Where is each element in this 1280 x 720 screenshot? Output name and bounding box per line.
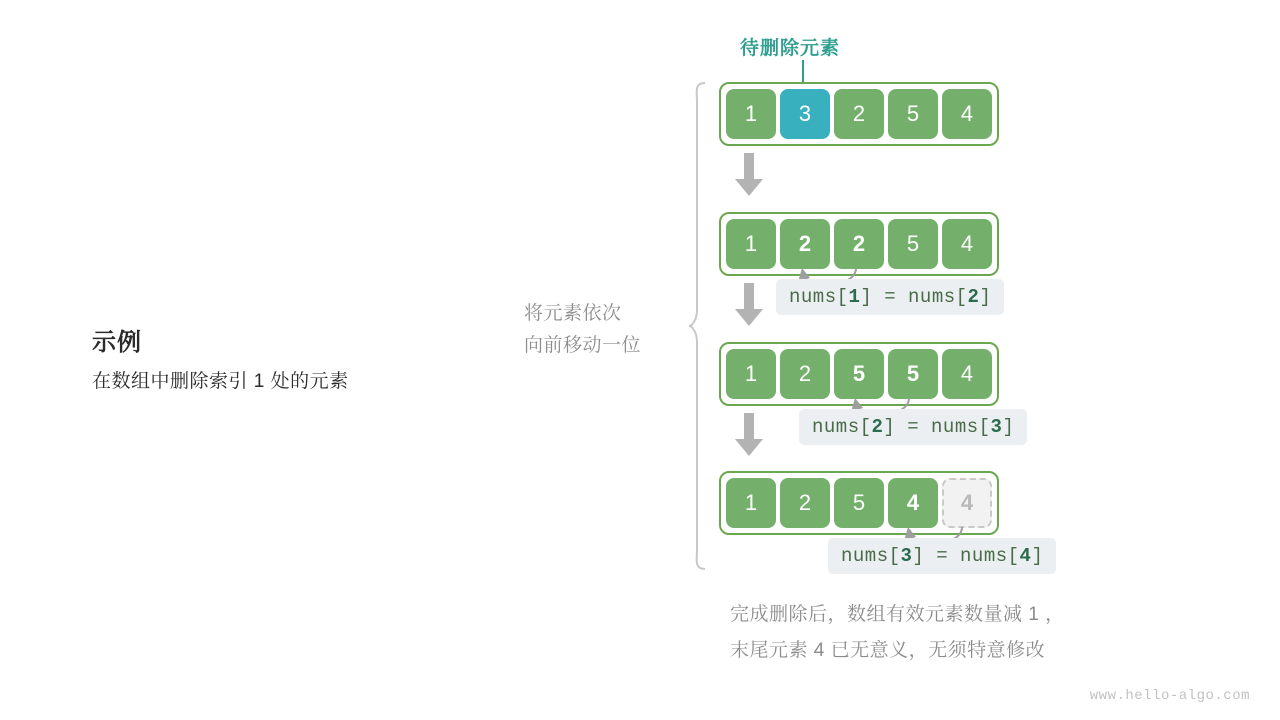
- bottom-note-line1: 完成删除后，数组有效元素数量减 1 ，: [730, 604, 1065, 625]
- array-cell: 5: [888, 89, 938, 139]
- array-cell-highlighted: 3: [780, 89, 830, 139]
- code-mid: ] = nums[: [912, 545, 1020, 567]
- array-step-1: [719, 82, 999, 146]
- code-annotation-2: [799, 409, 1027, 445]
- code-prefix: nums[: [812, 416, 872, 438]
- array-cell: 2: [834, 89, 884, 139]
- array-cell: 4: [942, 219, 992, 269]
- code-index-source: 2: [967, 286, 980, 308]
- array-cell: 2: [780, 478, 830, 528]
- down-arrow-icon: [734, 153, 764, 197]
- process-label-line1: 将元素依次: [524, 303, 622, 324]
- array-cell: 5: [888, 349, 938, 399]
- grouping-bracket: [688, 82, 706, 570]
- page-subtitle: 在数组中删除索引 1 处的元素: [92, 371, 349, 392]
- bottom-note-line2: 末尾元素 4 已无意义，无须特意修改: [730, 640, 1046, 661]
- array-cell: 4: [942, 349, 992, 399]
- code-mid: ] = nums[: [883, 416, 991, 438]
- code-annotation-1: [776, 279, 1004, 315]
- array-cell: 5: [834, 478, 884, 528]
- watermark: www.hello-algo.com: [1089, 688, 1250, 704]
- array-cell: 5: [888, 219, 938, 269]
- page-title: 示例: [92, 329, 142, 356]
- array-cell: 1: [726, 219, 776, 269]
- array-cell: 2: [834, 219, 884, 269]
- code-annotation-3: [828, 538, 1056, 574]
- code-index-source: 3: [990, 416, 1003, 438]
- code-index-source: 4: [1019, 545, 1032, 567]
- code-suffix: ]: [1002, 416, 1015, 438]
- delete-target-annotation: 待删除元素: [740, 38, 841, 59]
- bottom-note: [730, 597, 1065, 669]
- code-prefix: nums[: [789, 286, 849, 308]
- down-arrow-icon: [734, 413, 764, 457]
- array-cell: 4: [942, 89, 992, 139]
- array-cell: 2: [780, 349, 830, 399]
- array-cell: 1: [726, 89, 776, 139]
- code-prefix: nums[: [841, 545, 901, 567]
- process-label-line2: 向前移动一位: [524, 335, 642, 356]
- delete-target-pointer-line: [802, 60, 804, 84]
- process-label: [524, 298, 641, 362]
- array-cell: 1: [726, 478, 776, 528]
- array-cell: 2: [780, 219, 830, 269]
- code-index-target: 1: [848, 286, 861, 308]
- array-cell: 1: [726, 349, 776, 399]
- array-cell: 4: [888, 478, 938, 528]
- down-arrow-icon: [734, 283, 764, 327]
- code-index-target: 3: [900, 545, 913, 567]
- code-suffix: ]: [979, 286, 992, 308]
- code-mid: ] = nums[: [860, 286, 968, 308]
- array-cell-invalid: 4: [942, 478, 992, 528]
- array-cell: 5: [834, 349, 884, 399]
- code-suffix: ]: [1031, 545, 1044, 567]
- code-index-target: 2: [871, 416, 884, 438]
